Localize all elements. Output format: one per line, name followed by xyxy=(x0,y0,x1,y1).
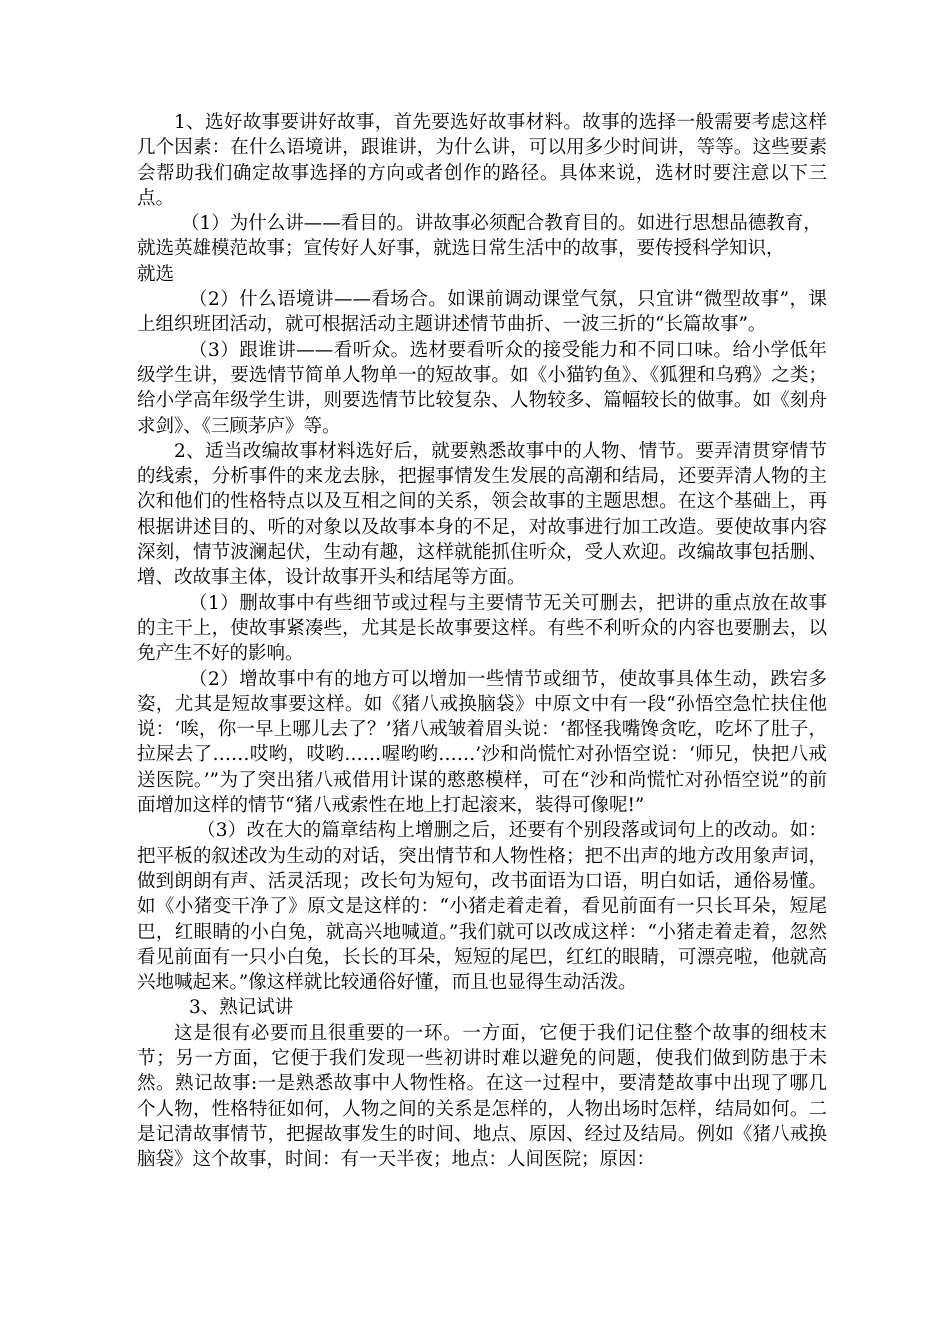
paragraph-modify: （3）改在大的篇章结构上增删之后，还要有个别段落或词句上的改动。如：把平板的叙述改为生动的对话，突出情节和人物性格；把不出声的地方改用象声词，做到朗朗有声、活灵活现；改长句为短句，改书面语为口语，明白如话，通俗易懂。如《小猪变干净了》原文是这样的：“小猪走着走着，看见前面有一只长耳朵，短尾巴，红眼睛的小白兔，就高兴地喊道。”我们就可以改成这样：“小猪走着走着，忽然看见前面有一只小白兔，长长的耳朵，短短的尾巴，红红的眼睛，可漂亮啦，他就高兴地喊起来。”像这样就比较通俗好懂，而且也显得生动活泼。 xyxy=(137,820,827,994)
paragraph-why-tell-line-3: 就选 xyxy=(137,263,175,285)
paragraph-select-story: 1、选好故事要讲好故事，首先要选好故事材料。故事的选择一般需要考虑这样几个因素：在什么语境讲，跟谁讲，为什么讲，可以用多少时间讲，等等。这些要素会帮助我们确定故事选择的方向或者创作的路径。具体来说，选材时要注意以下三点。 xyxy=(137,112,827,209)
paragraph-delete: （1）删故事中有些细节或过程与主要情节无关可删去，把讲的重点放在故事的主干上，使故事紧凑些，尤其是长故事要这样。有些不利听众的内容也要删去，以免产生不好的影响。 xyxy=(137,592,827,665)
heading-memorize-rehearse: 3、熟记试讲 xyxy=(189,997,294,1019)
paragraph-memorize: 这是很有必要而且很重要的一环。一方面，它便于我们记住整个故事的细枝末节；另一方面，它便于我们发现一些初讲时难以避免的问题，使我们做到防患于未然。熟记故事:一是熟悉故事中人物性格。在这一过程中，要清楚故事中出现了哪几个人物，性格特征如何，人物之间的关系是怎样的，人物出场时怎样，结局如何。二是记清故事情节，把握故事发生的时间、地点、原因、经过及结局。例如《猪八戒换脑袋》这个故事，时间：有一天半夜；地点：人间医院；原因： xyxy=(137,1022,827,1171)
paragraph-why-tell-line-2: 就选英雄模范故事；宣传好人好事，就选日常生活中的故事，要传授科学知识， xyxy=(137,238,785,260)
paragraph-why-tell-line-1: （1）为什么讲——看目的。讲故事必须配合教育目的。如进行思想品德教育， xyxy=(181,213,822,235)
paragraph-why-tell xyxy=(137,211,827,287)
paragraph-adapt-story: 2、适当改编故事材料选好后，就要熟悉故事中的人物、情节。要弄清贯穿情节的线索，分析事件的来龙去脉，把握事情发生发展的高潮和结局，还要弄清人物的主次和他们的性格特点以及互相之间的关系，领会故事的主题思想。在这个基础上，再根据讲述目的、听的对象以及故事本身的不足，对故事进行加工改造。要使故事内容深刻，情节波澜起伏，生动有趣，这样就能抓住听众，受人欢迎。改编故事包括删、增、改故事主体，设计故事开头和结尾等方面。 xyxy=(137,440,827,589)
paragraph-who-audience: （3）跟谁讲——看听众。选材要看听众的接受能力和不同口味。给小学低年级学生讲，要选情节简单人物单一的短故事。如《小猫钓鱼》、《狐狸和乌鸦》之类；给小学高年级学生讲，则要选情节比较复杂、人物较多、篇幅较长的做事。如《刻舟求剑》、《三顾茅庐》等。 xyxy=(137,339,827,437)
paragraph-add: （2）增故事中有的地方可以增加一些情节或细节，使故事具体生动，跌宕多姿，尤其是短故事要这样。如《猪八戒换脑袋》中原文中有一段“孙悟空急忙扶住他说：‘唉，你一早上哪儿去了？’猪八戒皱着眉头说：‘都怪我嘴馋贪吃，吃坏了肚子，拉屎去了……哎哟，哎哟……喔哟哟……’沙和尚慌忙对孙悟空说：‘师兄，快把八戒送医院。’”为了突出猪八戒借用计谋的憨憨模样，可在“沙和尚慌忙对孙悟空说”的前面增加这样的情节“猪八戒索性在地上打起滚来，装得可像呢!” xyxy=(137,668,827,817)
document-body xyxy=(137,110,827,1172)
paragraph-what-context: （2）什么语境讲——看场合。如课前调动课堂气氛，只宜讲“微型故事”，课上组织班团活动，就可根据活动主题讲述情节曲折、一波三折的“长篇故事”。 xyxy=(137,289,827,336)
